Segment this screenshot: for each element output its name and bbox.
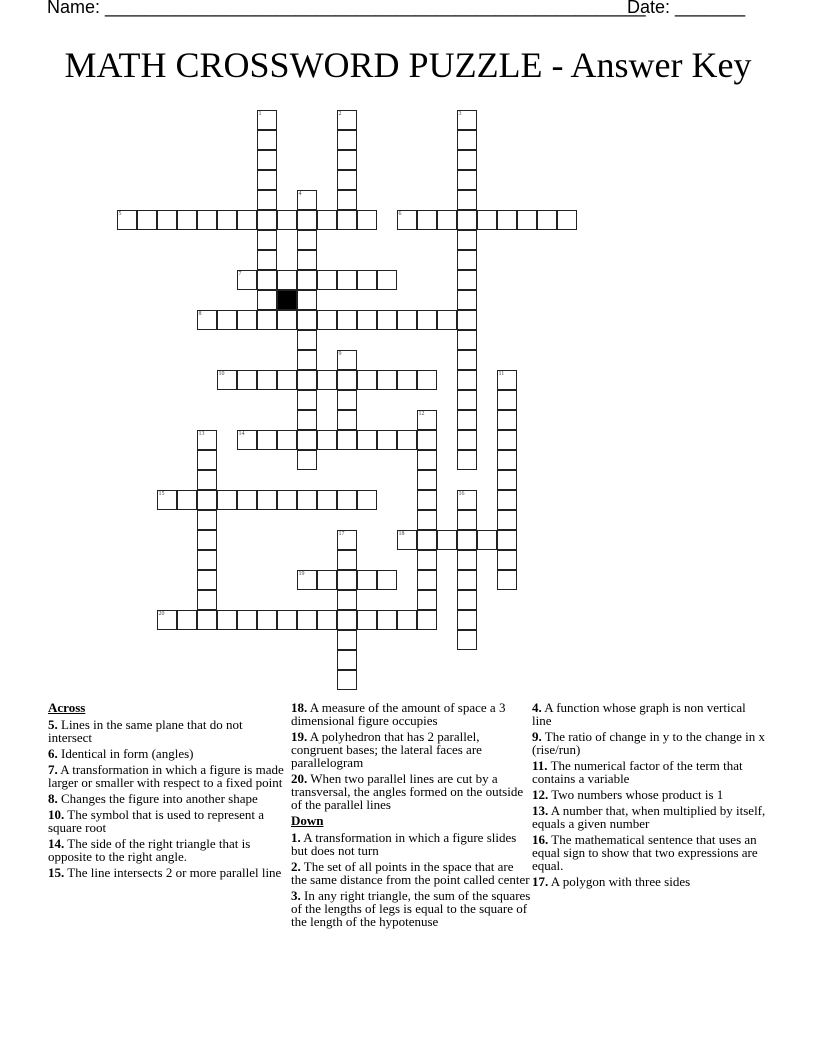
grid-cell[interactable]: [457, 330, 477, 350]
grid-cell[interactable]: [257, 290, 277, 310]
clues-column-2: [291, 701, 531, 931]
grid-cell[interactable]: [217, 210, 237, 230]
grid-cell[interactable]: [297, 450, 317, 470]
grid-cell[interactable]: [257, 230, 277, 250]
grid-cell[interactable]: [457, 250, 477, 270]
grid-cell[interactable]: [297, 390, 317, 410]
grid-cell[interactable]: [317, 270, 337, 290]
grid-cell[interactable]: [497, 450, 517, 470]
grid-cell[interactable]: [457, 150, 477, 170]
clue-down-1: 1. A transformation in which a figure slides but does not turn: [291, 830, 517, 858]
grid-cell[interactable]: [497, 210, 517, 230]
grid-cell[interactable]: [237, 270, 257, 290]
grid-cell[interactable]: [257, 370, 277, 390]
grid-cell[interactable]: [217, 610, 237, 630]
grid-cell[interactable]: [437, 530, 457, 550]
grid-cell[interactable]: [237, 610, 257, 630]
clue-number: 8: [198, 310, 202, 317]
grid-cell[interactable]: [457, 410, 477, 430]
grid-cell[interactable]: [357, 430, 377, 450]
grid-cell[interactable]: [457, 370, 477, 390]
grid-cell[interactable]: [377, 570, 397, 590]
grid-cell[interactable]: [217, 370, 237, 390]
grid-cell[interactable]: [337, 570, 357, 590]
grid-cell[interactable]: [397, 370, 417, 390]
grid-cell[interactable]: [237, 210, 257, 230]
grid-cell[interactable]: [397, 310, 417, 330]
grid-cell[interactable]: [257, 490, 277, 510]
grid-cell[interactable]: [197, 210, 217, 230]
clue-number: 11: [498, 370, 505, 377]
grid-cell[interactable]: [277, 370, 297, 390]
grid-cell[interactable]: [277, 610, 297, 630]
grid-cell[interactable]: [277, 310, 297, 330]
grid-cell[interactable]: [337, 430, 357, 450]
grid-cell[interactable]: [297, 290, 317, 310]
grid-cell[interactable]: [477, 530, 497, 550]
clue-number: 13: [198, 430, 205, 437]
clue-down-16: 16. The mathematical sentence that uses an equal sign to show that two expressions are equal.: [532, 832, 758, 873]
grid-cell[interactable]: [457, 570, 477, 590]
clue-number: 18: [398, 530, 405, 537]
grid-cell[interactable]: [337, 530, 357, 550]
grid-cell[interactable]: [557, 210, 577, 230]
grid-cell[interactable]: [337, 610, 357, 630]
clue-across-8: 8. Changes the figure into another shape: [48, 791, 258, 806]
grid-cell[interactable]: [297, 410, 317, 430]
clue-number: 9: [338, 350, 342, 357]
grid-cell[interactable]: [297, 250, 317, 270]
grid-cell[interactable]: [457, 230, 477, 250]
grid-cell[interactable]: [417, 450, 437, 470]
grid-cell[interactable]: [437, 210, 457, 230]
grid-cell[interactable]: [357, 270, 377, 290]
grid-cell[interactable]: [257, 270, 277, 290]
clue-number: 17: [338, 530, 345, 537]
grid-cell[interactable]: [457, 510, 477, 530]
grid-cell[interactable]: [297, 490, 317, 510]
grid-cell[interactable]: [337, 170, 357, 190]
grid-cell[interactable]: [497, 370, 517, 390]
grid-cell[interactable]: [337, 670, 357, 690]
grid-cell[interactable]: [497, 530, 517, 550]
grid-cell[interactable]: [157, 210, 177, 230]
grid-cell[interactable]: [217, 310, 237, 330]
grid-cell[interactable]: [237, 490, 257, 510]
clue-number: 16: [458, 490, 465, 497]
grid-cell[interactable]: [497, 570, 517, 590]
grid-cell[interactable]: [417, 430, 437, 450]
grid-cell[interactable]: [177, 490, 197, 510]
grid-cell[interactable]: [397, 430, 417, 450]
grid-cell[interactable]: [197, 450, 217, 470]
clue-number: 15: [158, 490, 165, 497]
grid-cell[interactable]: [257, 250, 277, 270]
grid-cell[interactable]: [417, 210, 437, 230]
clue-across-5: 5. Lines in the same plane that do not intersect: [48, 717, 243, 745]
grid-cell[interactable]: [357, 610, 377, 630]
grid-cell[interactable]: [117, 210, 137, 230]
grid-cell[interactable]: [497, 490, 517, 510]
across-heading: Across: [48, 700, 86, 715]
grid-cell[interactable]: [457, 130, 477, 150]
grid-cell[interactable]: [297, 370, 317, 390]
clue-number: 7: [238, 270, 242, 277]
grid-cell[interactable]: [457, 170, 477, 190]
grid-cell[interactable]: [357, 210, 377, 230]
clue-across-19: 19. A polyhedron that has 2 parallel, congruent bases; the lateral faces are parallelogram: [291, 729, 482, 770]
grid-cell[interactable]: [337, 490, 357, 510]
grid-cell[interactable]: [197, 490, 217, 510]
page-title: MATH CROSSWORD PUZZLE - Answer Key: [64, 45, 752, 85]
grid-cell[interactable]: [337, 310, 357, 330]
grid-cell[interactable]: [137, 210, 157, 230]
grid-cell[interactable]: [317, 210, 337, 230]
clue-down-4: 4. A function whose graph is non vertical line: [532, 700, 746, 728]
grid-cell[interactable]: [457, 190, 477, 210]
grid-cell[interactable]: [197, 430, 217, 450]
grid-cell[interactable]: [257, 150, 277, 170]
clue-down-3: 3. In any right triangle, the sum of the squares of the lengths of legs is equal to the square of the length of the hypotenuse: [291, 888, 531, 929]
grid-cell[interactable]: [337, 590, 357, 610]
clue-number: 14: [238, 430, 245, 437]
grid-cell[interactable]: [457, 350, 477, 370]
grid-cell[interactable]: [417, 610, 437, 630]
grid-cell[interactable]: [297, 610, 317, 630]
grid-cell[interactable]: [497, 470, 517, 490]
grid-cell[interactable]: [257, 210, 277, 230]
clue-number: 12: [418, 410, 425, 417]
grid-cell[interactable]: [377, 610, 397, 630]
grid-cell[interactable]: [197, 550, 217, 570]
grid-cell[interactable]: [357, 490, 377, 510]
grid-cell[interactable]: [257, 190, 277, 210]
grid-cell[interactable]: [417, 550, 437, 570]
grid-cell[interactable]: [457, 550, 477, 570]
grid-cell[interactable]: [337, 270, 357, 290]
clues-column-1: [48, 701, 288, 882]
grid-cell[interactable]: [277, 490, 297, 510]
grid-cell[interactable]: [497, 430, 517, 450]
clue-down-17: 17. A polygon with three sides: [532, 874, 691, 889]
grid-cell[interactable]: [357, 370, 377, 390]
clue-number: 10: [218, 370, 225, 377]
date-field[interactable]: Date: _______: [627, 0, 746, 17]
grid-cell[interactable]: [497, 410, 517, 430]
grid-cell[interactable]: [417, 570, 437, 590]
clue-down-9: 9. The ratio of change in y to the change in x (rise/run): [532, 729, 765, 757]
grid-cell[interactable]: [337, 210, 357, 230]
grid-cell[interactable]: [417, 310, 437, 330]
grid-cell[interactable]: [277, 210, 297, 230]
clue-across-7: 7. A transformation in which a figure is made larger or smaller with respect to a fixed point: [48, 762, 284, 790]
grid-cell[interactable]: [457, 590, 477, 610]
clue-number: 1: [258, 110, 262, 117]
grid-cell[interactable]: [317, 490, 337, 510]
grid-cell[interactable]: [157, 610, 177, 630]
clue-number: 4: [298, 190, 302, 197]
grid-cell[interactable]: [457, 310, 477, 330]
grid-cell[interactable]: [337, 130, 357, 150]
grid-cell[interactable]: [297, 350, 317, 370]
grid-cell[interactable]: [237, 310, 257, 330]
grid-cell[interactable]: [197, 530, 217, 550]
clue-number: 19: [298, 570, 305, 577]
grid-cell[interactable]: [337, 190, 357, 210]
grid-cell[interactable]: [237, 430, 257, 450]
grid-cell[interactable]: [257, 130, 277, 150]
grid-cell[interactable]: [317, 370, 337, 390]
grid-cell[interactable]: [337, 350, 357, 370]
grid-cell[interactable]: [297, 190, 317, 210]
grid-cell[interactable]: [457, 630, 477, 650]
grid-cell[interactable]: [297, 270, 317, 290]
grid-cell[interactable]: [197, 310, 217, 330]
grid-cell[interactable]: [277, 430, 297, 450]
grid-cell[interactable]: [457, 530, 477, 550]
grid-cell[interactable]: [537, 210, 557, 230]
clue-down-11: 11. The numerical factor of the term that contains a variable: [532, 758, 743, 786]
clue-number: 5: [118, 210, 122, 217]
grid-cell[interactable]: [457, 390, 477, 410]
grid-cell[interactable]: [257, 310, 277, 330]
grid-cell[interactable]: [377, 370, 397, 390]
grid-cell[interactable]: [277, 270, 297, 290]
grid-cell[interactable]: [417, 490, 437, 510]
grid-cell[interactable]: [477, 210, 497, 230]
grid-cell[interactable]: [157, 490, 177, 510]
grid-cell[interactable]: [357, 310, 377, 330]
grid-cell[interactable]: [257, 170, 277, 190]
grid-cell[interactable]: [357, 570, 377, 590]
grid-cell[interactable]: [337, 110, 357, 130]
grid-cell[interactable]: [457, 210, 477, 230]
grid-cell[interactable]: [337, 650, 357, 670]
grid-cell[interactable]: [457, 610, 477, 630]
clue-down-12: 12. Two numbers whose product is 1: [532, 787, 724, 802]
clues-column-3: [532, 701, 767, 891]
grid-cell[interactable]: [417, 470, 437, 490]
clue-across-6: 6. Identical in form (angles): [48, 746, 194, 761]
grid-cell[interactable]: [457, 290, 477, 310]
grid-cell[interactable]: [317, 310, 337, 330]
grid-cell[interactable]: [457, 450, 477, 470]
grid-cell[interactable]: [297, 230, 317, 250]
grid-cell[interactable]: [417, 510, 437, 530]
grid-cell[interactable]: [457, 490, 477, 510]
grid-cell[interactable]: [257, 610, 277, 630]
grid-cell[interactable]: [177, 610, 197, 630]
grid-cell[interactable]: [177, 210, 197, 230]
clue-number: 20: [158, 610, 165, 617]
name-field[interactable]: Name: ______________________________________________________: [47, 0, 646, 17]
down-heading: Down: [291, 813, 324, 828]
grid-cell[interactable]: [377, 270, 397, 290]
grid-cell[interactable]: [237, 370, 257, 390]
grid-cell[interactable]: [457, 430, 477, 450]
clue-down-13: 13. A number that, when multiplied by itself, equals a given number: [532, 803, 766, 831]
grid-cell[interactable]: [397, 530, 417, 550]
grid-cell[interactable]: [297, 210, 317, 230]
grid-cell[interactable]: [437, 310, 457, 330]
grid-cell[interactable]: [197, 570, 217, 590]
black-cell: [277, 290, 297, 310]
grid-cell[interactable]: [377, 430, 397, 450]
grid-cell[interactable]: [197, 590, 217, 610]
grid-cell[interactable]: [297, 430, 317, 450]
grid-cell[interactable]: [337, 550, 357, 570]
grid-cell[interactable]: [337, 630, 357, 650]
grid-cell[interactable]: [457, 110, 477, 130]
grid-cell[interactable]: [317, 570, 337, 590]
clue-across-10: 10. The symbol that is used to represent a square root: [48, 807, 265, 835]
grid-cell[interactable]: [297, 570, 317, 590]
grid-cell[interactable]: [397, 610, 417, 630]
clue-down-2: 2. The set of all points in the space that are the same distance from the point called center: [291, 859, 530, 887]
grid-cell[interactable]: [497, 550, 517, 570]
grid-cell[interactable]: [297, 330, 317, 350]
clue-across-20: 20. When two parallel lines are cut by a transversal, the angles formed on the outside of the parallel lines: [291, 771, 524, 812]
grid-cell[interactable]: [257, 430, 277, 450]
clue-across-18: 18. A measure of the amount of space a 3 dimensional figure occupies: [291, 700, 506, 728]
grid-cell[interactable]: [257, 110, 277, 130]
clue-number: 2: [338, 110, 342, 117]
grid-cell[interactable]: [217, 490, 237, 510]
grid-cell[interactable]: [457, 270, 477, 290]
grid-cell[interactable]: [337, 390, 357, 410]
clue-number: 6: [398, 210, 402, 217]
grid-cell[interactable]: [337, 370, 357, 390]
grid-cell[interactable]: [197, 610, 217, 630]
grid-cell[interactable]: [337, 150, 357, 170]
grid-cell[interactable]: [297, 310, 317, 330]
clue-number: 3: [458, 110, 462, 117]
grid-cell[interactable]: [497, 390, 517, 410]
clue-across-15: 15. The line intersects 2 or more parallel line: [48, 865, 282, 880]
clue-across-14: 14. The side of the right triangle that is opposite to the right angle.: [48, 836, 251, 864]
grid-cell[interactable]: [497, 510, 517, 530]
grid-cell[interactable]: [317, 610, 337, 630]
grid-cell[interactable]: [377, 310, 397, 330]
grid-cell[interactable]: [517, 210, 537, 230]
grid-cell[interactable]: [397, 210, 417, 230]
grid-cell[interactable]: [417, 370, 437, 390]
grid-cell[interactable]: [317, 430, 337, 450]
grid-cell[interactable]: [197, 510, 217, 530]
grid-cell[interactable]: [417, 410, 437, 430]
grid-cell[interactable]: [337, 410, 357, 430]
grid-cell[interactable]: [197, 470, 217, 490]
grid-cell[interactable]: [417, 590, 437, 610]
grid-cell[interactable]: [417, 530, 437, 550]
